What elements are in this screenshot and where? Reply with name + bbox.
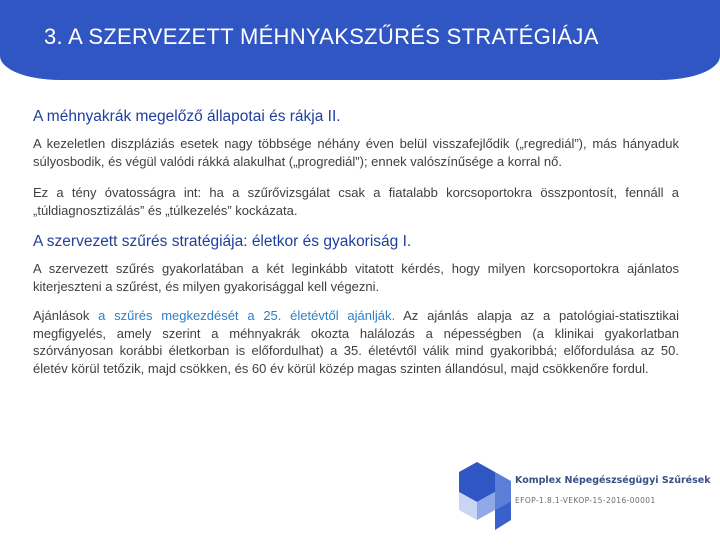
paragraph-caution: Ez a tény óvatosságra int: ha a szűrővizsgálat csak a fiatalabb korcsoportokra összpontosít, fennáll a „túldiagnosztizálás” és „túlkezelés” kockázata. [33, 185, 679, 218]
recommendation-highlight: a szűrés megkezdését a 25. életévtől ajánlják. [98, 308, 396, 323]
paragraph-regression: A kezeletlen diszpláziás esetek nagy többsége néhány éven belül visszafejlődik („regrediál”), más hányaduk súlyosbodik, és végül valódi rákká alakulhat („progrediál”); ennek valószínűsége a korral nő. [33, 136, 679, 169]
slide-body [33, 108, 679, 391]
title-bar [0, 0, 720, 80]
logo-mark-icon [455, 458, 515, 540]
section-heading-strategy: A szervezett szűrés stratégiája: életkor és gyakoriság I. [33, 233, 412, 250]
section-heading-precancer: A méhnyakrák megelőző állapotai és rákja II. [33, 108, 341, 125]
paragraph-recommendations [33, 307, 679, 377]
recommendation-lead: Ajánlások [33, 308, 90, 323]
program-logo [455, 458, 720, 540]
logo-project-code: EFOP-1.8.1-VEKOP-15-2016-00001 [515, 496, 656, 505]
paragraph-questions: A szervezett szűrés gyakorlatában a két leginkább vitatott kérdés, hogy milyen korcsoportokra ajánlatos kiterjeszteni a szűrést, és milyen gyakorisággal kell végezni. [33, 261, 679, 294]
slide-title: 3. A SZERVEZETT MÉHNYAKSZŰRÉS STRATÉGIÁJA [44, 24, 599, 49]
logo-title: Komplex Népegészségügyi Szűrések [515, 475, 711, 486]
recommendation-rest: Az ajánlás alapja az a patológiai-statisztikai megfigyelés, amely szerint a méhnyakrák okozta halálozás a népességben (a klinikai gyakorlatban szórványosan korábbi életkorban is előfordulhat) a 35. életévtől válik mind gyakoribbá; előfordulása az 50. életév körül tetőzik, majd csökken, és 60 év körül közép magas szinten állandósul, majd csökkenőre fordul. [33, 308, 679, 376]
